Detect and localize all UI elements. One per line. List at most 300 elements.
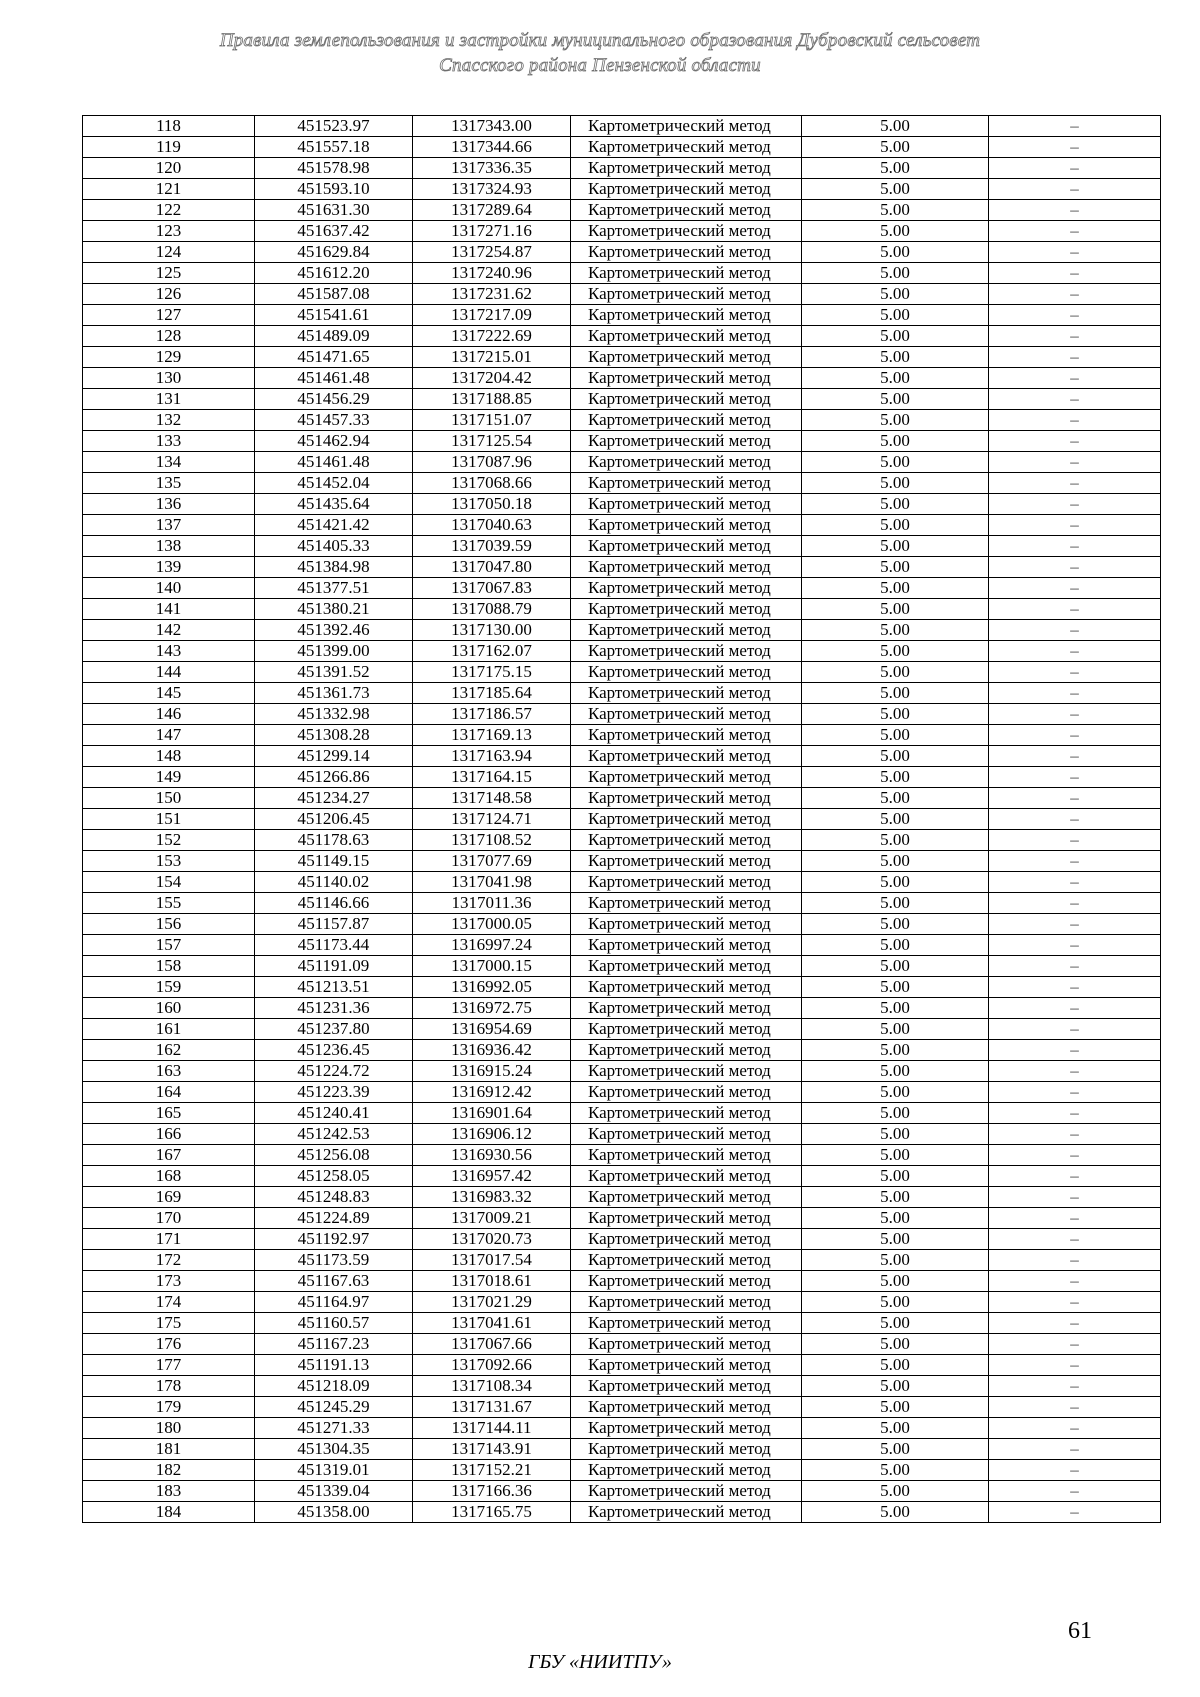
accuracy-cell: 5.00 <box>802 452 989 473</box>
table-row <box>83 998 1161 1019</box>
point-number-cell: 122 <box>83 200 255 221</box>
method-cell: Картометрический метод <box>571 1397 802 1418</box>
y-coordinate-cell: 1317336.35 <box>413 158 571 179</box>
accuracy-cell: 5.00 <box>802 809 989 830</box>
y-coordinate-cell: 1317067.66 <box>413 1334 571 1355</box>
table-row <box>83 977 1161 998</box>
method-cell: Картометрический метод <box>571 410 802 431</box>
description-cell: – <box>989 767 1161 788</box>
x-coordinate-cell: 451471.65 <box>255 347 413 368</box>
x-coordinate-cell: 451339.04 <box>255 1481 413 1502</box>
table-row <box>83 1418 1161 1439</box>
point-number-cell: 151 <box>83 809 255 830</box>
x-coordinate-cell: 451461.48 <box>255 452 413 473</box>
table-row <box>83 599 1161 620</box>
point-number-cell: 179 <box>83 1397 255 1418</box>
table-row <box>83 893 1161 914</box>
point-number-cell: 131 <box>83 389 255 410</box>
description-cell: – <box>989 1502 1161 1523</box>
method-cell: Картометрический метод <box>571 977 802 998</box>
x-coordinate-cell: 451191.13 <box>255 1355 413 1376</box>
x-coordinate-cell: 451164.97 <box>255 1292 413 1313</box>
point-number-cell: 158 <box>83 956 255 977</box>
table-row <box>83 851 1161 872</box>
method-cell: Картометрический метод <box>571 956 802 977</box>
x-coordinate-cell: 451256.08 <box>255 1145 413 1166</box>
accuracy-cell: 5.00 <box>802 1187 989 1208</box>
method-cell: Картометрический метод <box>571 1418 802 1439</box>
x-coordinate-cell: 451245.29 <box>255 1397 413 1418</box>
y-coordinate-cell: 1317041.61 <box>413 1313 571 1334</box>
method-cell: Картометрический метод <box>571 1061 802 1082</box>
description-cell: – <box>989 1271 1161 1292</box>
description-cell: – <box>989 893 1161 914</box>
point-number-cell: 181 <box>83 1439 255 1460</box>
method-cell: Картометрический метод <box>571 1082 802 1103</box>
accuracy-cell: 5.00 <box>802 1061 989 1082</box>
y-coordinate-cell: 1317343.00 <box>413 116 571 137</box>
table-row <box>83 956 1161 977</box>
y-coordinate-cell: 1317041.98 <box>413 872 571 893</box>
accuracy-cell: 5.00 <box>802 1082 989 1103</box>
y-coordinate-cell: 1317344.66 <box>413 137 571 158</box>
description-cell: – <box>989 221 1161 242</box>
method-cell: Картометрический метод <box>571 1271 802 1292</box>
description-cell: – <box>989 1208 1161 1229</box>
table-row <box>83 1166 1161 1187</box>
accuracy-cell: 5.00 <box>802 641 989 662</box>
y-coordinate-cell: 1316954.69 <box>413 1019 571 1040</box>
table-row <box>83 1124 1161 1145</box>
table-row <box>83 746 1161 767</box>
table-row <box>83 158 1161 179</box>
accuracy-cell: 5.00 <box>802 1460 989 1481</box>
description-cell: – <box>989 305 1161 326</box>
accuracy-cell: 5.00 <box>802 1271 989 1292</box>
table-row <box>83 515 1161 536</box>
description-cell: – <box>989 1103 1161 1124</box>
y-coordinate-cell: 1317108.52 <box>413 830 571 851</box>
accuracy-cell: 5.00 <box>802 935 989 956</box>
accuracy-cell: 5.00 <box>802 368 989 389</box>
method-cell: Картометрический метод <box>571 263 802 284</box>
accuracy-cell: 5.00 <box>802 137 989 158</box>
accuracy-cell: 5.00 <box>802 683 989 704</box>
x-coordinate-cell: 451223.39 <box>255 1082 413 1103</box>
point-number-cell: 136 <box>83 494 255 515</box>
point-number-cell: 148 <box>83 746 255 767</box>
accuracy-cell: 5.00 <box>802 977 989 998</box>
point-number-cell: 144 <box>83 662 255 683</box>
y-coordinate-cell: 1317254.87 <box>413 242 571 263</box>
method-cell: Картометрический метод <box>571 179 802 200</box>
method-cell: Картометрический метод <box>571 620 802 641</box>
accuracy-cell: 5.00 <box>802 158 989 179</box>
x-coordinate-cell: 451173.44 <box>255 935 413 956</box>
x-coordinate-cell: 451224.89 <box>255 1208 413 1229</box>
description-cell: – <box>989 914 1161 935</box>
y-coordinate-cell: 1317166.36 <box>413 1481 571 1502</box>
x-coordinate-cell: 451392.46 <box>255 620 413 641</box>
method-cell: Картометрический метод <box>571 1145 802 1166</box>
accuracy-cell: 5.00 <box>802 1376 989 1397</box>
description-cell: – <box>989 977 1161 998</box>
x-coordinate-cell: 451358.00 <box>255 1502 413 1523</box>
x-coordinate-cell: 451461.48 <box>255 368 413 389</box>
method-cell: Картометрический метод <box>571 767 802 788</box>
table-row <box>83 1271 1161 1292</box>
table-row <box>83 1082 1161 1103</box>
method-cell: Картометрический метод <box>571 347 802 368</box>
accuracy-cell: 5.00 <box>802 956 989 977</box>
coordinates-table <box>82 115 1161 1523</box>
point-number-cell: 139 <box>83 557 255 578</box>
point-number-cell: 163 <box>83 1061 255 1082</box>
description-cell: – <box>989 641 1161 662</box>
y-coordinate-cell: 1317017.54 <box>413 1250 571 1271</box>
accuracy-cell: 5.00 <box>802 410 989 431</box>
description-cell: – <box>989 1313 1161 1334</box>
point-number-cell: 154 <box>83 872 255 893</box>
description-cell: – <box>989 116 1161 137</box>
y-coordinate-cell: 1317018.61 <box>413 1271 571 1292</box>
x-coordinate-cell: 451399.00 <box>255 641 413 662</box>
table-row <box>83 683 1161 704</box>
point-number-cell: 169 <box>83 1187 255 1208</box>
x-coordinate-cell: 451248.83 <box>255 1187 413 1208</box>
method-cell: Картометрический метод <box>571 284 802 305</box>
description-cell: – <box>989 326 1161 347</box>
point-number-cell: 173 <box>83 1271 255 1292</box>
point-number-cell: 127 <box>83 305 255 326</box>
method-cell: Картометрический метод <box>571 494 802 515</box>
method-cell: Картометрический метод <box>571 116 802 137</box>
description-cell: – <box>989 1292 1161 1313</box>
y-coordinate-cell: 1317165.75 <box>413 1502 571 1523</box>
accuracy-cell: 5.00 <box>802 1313 989 1334</box>
y-coordinate-cell: 1316912.42 <box>413 1082 571 1103</box>
method-cell: Картометрический метод <box>571 746 802 767</box>
method-cell: Картометрический метод <box>571 1502 802 1523</box>
y-coordinate-cell: 1316972.75 <box>413 998 571 1019</box>
table-row <box>83 389 1161 410</box>
table-row <box>83 1103 1161 1124</box>
accuracy-cell: 5.00 <box>802 704 989 725</box>
x-coordinate-cell: 451191.09 <box>255 956 413 977</box>
accuracy-cell: 5.00 <box>802 431 989 452</box>
y-coordinate-cell: 1317289.64 <box>413 200 571 221</box>
description-cell: – <box>989 1166 1161 1187</box>
accuracy-cell: 5.00 <box>802 1103 989 1124</box>
description-cell: – <box>989 956 1161 977</box>
table-row <box>83 1481 1161 1502</box>
method-cell: Картометрический метод <box>571 242 802 263</box>
accuracy-cell: 5.00 <box>802 305 989 326</box>
x-coordinate-cell: 451213.51 <box>255 977 413 998</box>
table-row <box>83 536 1161 557</box>
table-row <box>83 1439 1161 1460</box>
method-cell: Картометрический метод <box>571 1229 802 1250</box>
point-number-cell: 142 <box>83 620 255 641</box>
y-coordinate-cell: 1317222.69 <box>413 326 571 347</box>
description-cell: – <box>989 431 1161 452</box>
y-coordinate-cell: 1317151.07 <box>413 410 571 431</box>
x-coordinate-cell: 451637.42 <box>255 221 413 242</box>
x-coordinate-cell: 451384.98 <box>255 557 413 578</box>
accuracy-cell: 5.00 <box>802 494 989 515</box>
point-number-cell: 118 <box>83 116 255 137</box>
table-row <box>83 410 1161 431</box>
y-coordinate-cell: 1317215.01 <box>413 347 571 368</box>
y-coordinate-cell: 1317186.57 <box>413 704 571 725</box>
description-cell: – <box>989 200 1161 221</box>
accuracy-cell: 5.00 <box>802 578 989 599</box>
table-row <box>83 1334 1161 1355</box>
point-number-cell: 180 <box>83 1418 255 1439</box>
point-number-cell: 159 <box>83 977 255 998</box>
description-cell: – <box>989 935 1161 956</box>
accuracy-cell: 5.00 <box>802 1397 989 1418</box>
table-row <box>83 620 1161 641</box>
x-coordinate-cell: 451224.72 <box>255 1061 413 1082</box>
running-header <box>0 28 1200 78</box>
x-coordinate-cell: 451299.14 <box>255 746 413 767</box>
accuracy-cell: 5.00 <box>802 1040 989 1061</box>
accuracy-cell: 5.00 <box>802 284 989 305</box>
y-coordinate-cell: 1316906.12 <box>413 1124 571 1145</box>
point-number-cell: 167 <box>83 1145 255 1166</box>
table-row <box>83 179 1161 200</box>
x-coordinate-cell: 451258.05 <box>255 1166 413 1187</box>
description-cell: – <box>989 410 1161 431</box>
accuracy-cell: 5.00 <box>802 1334 989 1355</box>
table-row <box>83 1376 1161 1397</box>
point-number-cell: 137 <box>83 515 255 536</box>
accuracy-cell: 5.00 <box>802 830 989 851</box>
x-coordinate-cell: 451629.84 <box>255 242 413 263</box>
method-cell: Картометрический метод <box>571 830 802 851</box>
point-number-cell: 149 <box>83 767 255 788</box>
accuracy-cell: 5.00 <box>802 1250 989 1271</box>
method-cell: Картометрический метод <box>571 935 802 956</box>
description-cell: – <box>989 137 1161 158</box>
point-number-cell: 129 <box>83 347 255 368</box>
description-cell: – <box>989 872 1161 893</box>
x-coordinate-cell: 451231.36 <box>255 998 413 1019</box>
point-number-cell: 143 <box>83 641 255 662</box>
point-number-cell: 134 <box>83 452 255 473</box>
y-coordinate-cell: 1317188.85 <box>413 389 571 410</box>
table-row <box>83 1208 1161 1229</box>
accuracy-cell: 5.00 <box>802 200 989 221</box>
point-number-cell: 135 <box>83 473 255 494</box>
description-cell: – <box>989 1124 1161 1145</box>
table-row <box>83 788 1161 809</box>
description-cell: – <box>989 1229 1161 1250</box>
table-row <box>83 1145 1161 1166</box>
y-coordinate-cell: 1317162.07 <box>413 641 571 662</box>
y-coordinate-cell: 1317217.09 <box>413 305 571 326</box>
method-cell: Картометрический метод <box>571 998 802 1019</box>
x-coordinate-cell: 451308.28 <box>255 725 413 746</box>
point-number-cell: 168 <box>83 1166 255 1187</box>
table-row <box>83 1229 1161 1250</box>
accuracy-cell: 5.00 <box>802 1481 989 1502</box>
accuracy-cell: 5.00 <box>802 998 989 1019</box>
point-number-cell: 125 <box>83 263 255 284</box>
accuracy-cell: 5.00 <box>802 893 989 914</box>
table-row <box>83 1187 1161 1208</box>
x-coordinate-cell: 451631.30 <box>255 200 413 221</box>
y-coordinate-cell: 1317164.15 <box>413 767 571 788</box>
y-coordinate-cell: 1316983.32 <box>413 1187 571 1208</box>
y-coordinate-cell: 1317175.15 <box>413 662 571 683</box>
y-coordinate-cell: 1317130.00 <box>413 620 571 641</box>
y-coordinate-cell: 1317011.36 <box>413 893 571 914</box>
description-cell: – <box>989 998 1161 1019</box>
accuracy-cell: 5.00 <box>802 515 989 536</box>
accuracy-cell: 5.00 <box>802 620 989 641</box>
x-coordinate-cell: 451523.97 <box>255 116 413 137</box>
table-row <box>83 578 1161 599</box>
method-cell: Картометрический метод <box>571 1292 802 1313</box>
y-coordinate-cell: 1317143.91 <box>413 1439 571 1460</box>
x-coordinate-cell: 451140.02 <box>255 872 413 893</box>
point-number-cell: 132 <box>83 410 255 431</box>
point-number-cell: 150 <box>83 788 255 809</box>
method-cell: Картометрический метод <box>571 809 802 830</box>
accuracy-cell: 5.00 <box>802 725 989 746</box>
method-cell: Картометрический метод <box>571 473 802 494</box>
description-cell: – <box>989 809 1161 830</box>
point-number-cell: 140 <box>83 578 255 599</box>
x-coordinate-cell: 451557.18 <box>255 137 413 158</box>
table-row <box>83 368 1161 389</box>
y-coordinate-cell: 1317108.34 <box>413 1376 571 1397</box>
description-cell: – <box>989 368 1161 389</box>
point-number-cell: 141 <box>83 599 255 620</box>
description-cell: – <box>989 1250 1161 1271</box>
x-coordinate-cell: 451149.15 <box>255 851 413 872</box>
table-row <box>83 830 1161 851</box>
y-coordinate-cell: 1316915.24 <box>413 1061 571 1082</box>
description-cell: – <box>989 1040 1161 1061</box>
description-cell: – <box>989 662 1161 683</box>
y-coordinate-cell: 1317125.54 <box>413 431 571 452</box>
table-row <box>83 494 1161 515</box>
table-row <box>83 1460 1161 1481</box>
accuracy-cell: 5.00 <box>802 536 989 557</box>
x-coordinate-cell: 451304.35 <box>255 1439 413 1460</box>
table-row <box>83 347 1161 368</box>
accuracy-cell: 5.00 <box>802 1124 989 1145</box>
x-coordinate-cell: 451160.57 <box>255 1313 413 1334</box>
description-cell: – <box>989 389 1161 410</box>
point-number-cell: 178 <box>83 1376 255 1397</box>
description-cell: – <box>989 1481 1161 1502</box>
y-coordinate-cell: 1316930.56 <box>413 1145 571 1166</box>
description-cell: – <box>989 620 1161 641</box>
point-number-cell: 119 <box>83 137 255 158</box>
method-cell: Картометрический метод <box>571 725 802 746</box>
point-number-cell: 175 <box>83 1313 255 1334</box>
table-row <box>83 704 1161 725</box>
point-number-cell: 155 <box>83 893 255 914</box>
point-number-cell: 174 <box>83 1292 255 1313</box>
point-number-cell: 183 <box>83 1481 255 1502</box>
description-cell: – <box>989 599 1161 620</box>
x-coordinate-cell: 451332.98 <box>255 704 413 725</box>
table-row <box>83 305 1161 326</box>
point-number-cell: 153 <box>83 851 255 872</box>
point-number-cell: 162 <box>83 1040 255 1061</box>
description-cell: – <box>989 1082 1161 1103</box>
table-row <box>83 263 1161 284</box>
method-cell: Картометрический метод <box>571 1166 802 1187</box>
x-coordinate-cell: 451271.33 <box>255 1418 413 1439</box>
y-coordinate-cell: 1317087.96 <box>413 452 571 473</box>
y-coordinate-cell: 1317040.63 <box>413 515 571 536</box>
description-cell: – <box>989 1019 1161 1040</box>
x-coordinate-cell: 451435.64 <box>255 494 413 515</box>
table-row <box>83 221 1161 242</box>
method-cell: Картометрический метод <box>571 536 802 557</box>
table-row <box>83 473 1161 494</box>
accuracy-cell: 5.00 <box>802 872 989 893</box>
accuracy-cell: 5.00 <box>802 473 989 494</box>
table-row <box>83 1397 1161 1418</box>
x-coordinate-cell: 451237.80 <box>255 1019 413 1040</box>
y-coordinate-cell: 1316957.42 <box>413 1166 571 1187</box>
method-cell: Картометрический метод <box>571 557 802 578</box>
description-cell: – <box>989 536 1161 557</box>
x-coordinate-cell: 451541.61 <box>255 305 413 326</box>
method-cell: Картометрический метод <box>571 1040 802 1061</box>
description-cell: – <box>989 473 1161 494</box>
y-coordinate-cell: 1317185.64 <box>413 683 571 704</box>
x-coordinate-cell: 451234.27 <box>255 788 413 809</box>
point-number-cell: 161 <box>83 1019 255 1040</box>
table-row <box>83 116 1161 137</box>
y-coordinate-cell: 1316936.42 <box>413 1040 571 1061</box>
point-number-cell: 146 <box>83 704 255 725</box>
table-row <box>83 767 1161 788</box>
accuracy-cell: 5.00 <box>802 788 989 809</box>
x-coordinate-cell: 451421.42 <box>255 515 413 536</box>
point-number-cell: 133 <box>83 431 255 452</box>
method-cell: Картометрический метод <box>571 221 802 242</box>
method-cell: Картометрический метод <box>571 137 802 158</box>
table-row <box>83 452 1161 473</box>
y-coordinate-cell: 1317068.66 <box>413 473 571 494</box>
method-cell: Картометрический метод <box>571 599 802 620</box>
method-cell: Картометрический метод <box>571 683 802 704</box>
point-number-cell: 184 <box>83 1502 255 1523</box>
accuracy-cell: 5.00 <box>802 116 989 137</box>
method-cell: Картометрический метод <box>571 1439 802 1460</box>
y-coordinate-cell: 1316992.05 <box>413 977 571 998</box>
point-number-cell: 171 <box>83 1229 255 1250</box>
accuracy-cell: 5.00 <box>802 1502 989 1523</box>
accuracy-cell: 5.00 <box>802 746 989 767</box>
y-coordinate-cell: 1317324.93 <box>413 179 571 200</box>
point-number-cell: 172 <box>83 1250 255 1271</box>
method-cell: Картометрический метод <box>571 326 802 347</box>
method-cell: Картометрический метод <box>571 1376 802 1397</box>
accuracy-cell: 5.00 <box>802 557 989 578</box>
method-cell: Картометрический метод <box>571 851 802 872</box>
accuracy-cell: 5.00 <box>802 221 989 242</box>
